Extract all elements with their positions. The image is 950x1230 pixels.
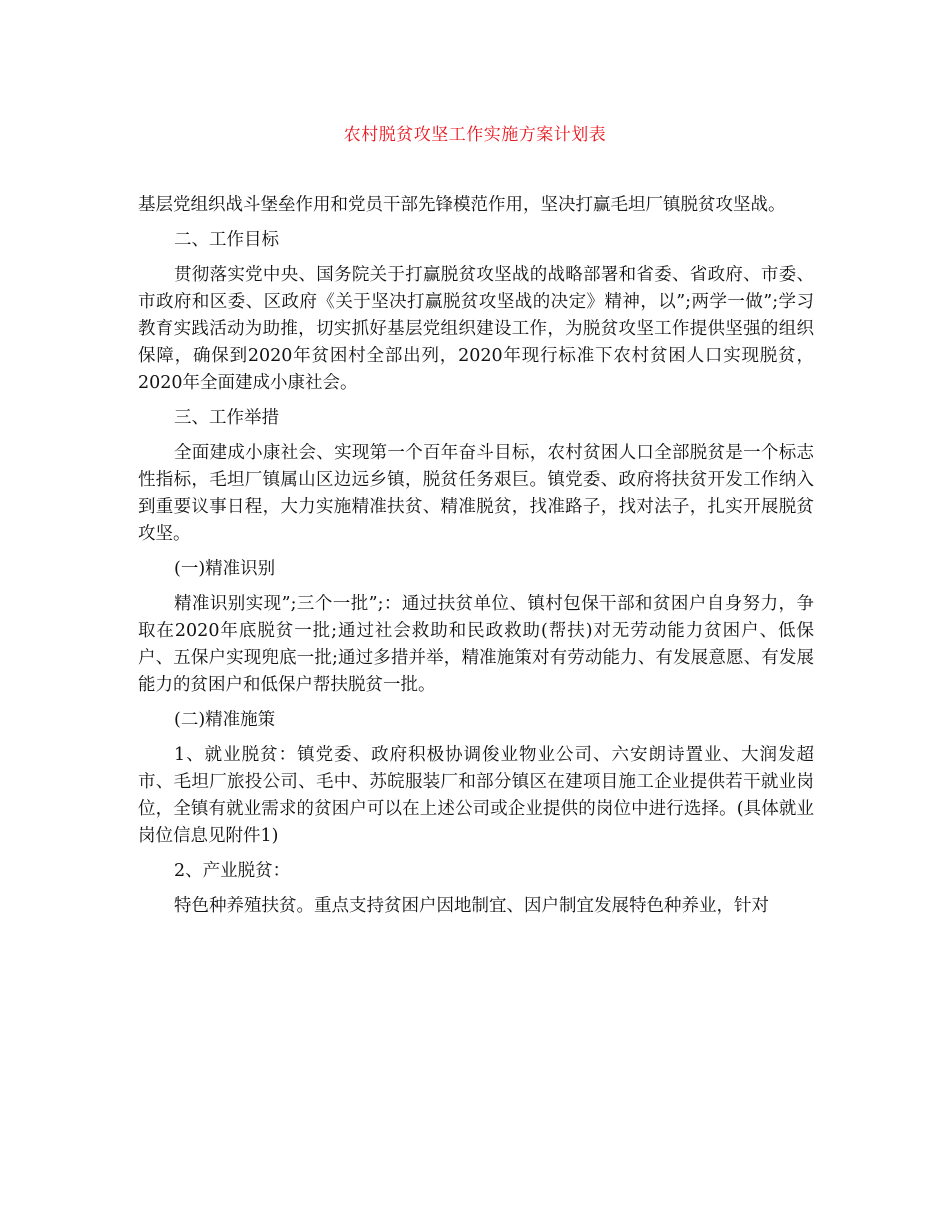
paragraph: 2、产业脱贫： <box>174 861 291 881</box>
paragraph: 1、就业脱贫：镇党委、政府积极协调俊业物业公司、六安朗诗置业、大润发超市、毛坦厂旅投公司、毛中、苏皖服装厂和部分镇区在建项目施工企业提供若干就业岗位，全镇有就业需求的贫困户可以在上述公司或企业提供的岗位中进行选择。(具体就业岗位信息见附件1) <box>138 745 814 846</box>
paragraph: 贯彻落实党中央、国务院关于打赢脱贫攻坚战的战略部署和省委、省政府、市委、市政府和区委、区政府《关于坚决打赢脱贫攻坚战的决定》精神，以”;两学一做”;学习教育实践活动为助推，切实抓好基层党组织建设工作，为脱贫攻坚工作提供坚强的组织保障，确保到2020年贫困村全部出列，2020年现行标准下农村贫困人口实现脱贫，2020年全面建成小康社会。 <box>138 265 814 393</box>
paragraph: 三、工作举措 <box>174 408 279 428</box>
paragraph: 二、工作目标 <box>174 230 279 250</box>
paragraph: 精准识别实现”;三个一批”;：通过扶贫单位、镇村包保干部和贫困户自身努力，争取在2020年底脱贫一批;通过社会救助和民政救助(帮扶)对无劳动能力贫困户、低保户、五保户实现兜底一批;通过多措并举，精准施策对有劳动能力、有发展意愿、有发展能力的贫困户和低保户帮扶脱贫一批。 <box>138 594 814 695</box>
paragraph: (二)精准施策 <box>174 710 276 730</box>
document-body <box>138 192 814 928</box>
document-title: 农村脱贫攻坚工作实施方案计划表 <box>343 125 607 145</box>
paragraph: (一)精准识别 <box>174 559 276 579</box>
paragraph: 基层党组织战斗堡垒作用和党员干部先锋模范作用，坚决打赢毛坦厂镇脱贫攻坚战。 <box>138 195 786 215</box>
paragraph: 全面建成小康社会、实现第一个百年奋斗目标，农村贫困人口全部脱贫是一个标志性指标，毛坦厂镇属山区边远乡镇，脱贫任务艰巨。镇党委、政府将扶贫开发工作纳入到重要议事日程，大力实施精准扶贫、精准脱贫，找准路子，找对法子，扎实开展脱贫攻坚。 <box>138 443 814 544</box>
paragraph: 特色种养殖扶贫。重点支持贫困户因地制宜、因户制宜发展特色种养业，针对 <box>174 896 769 916</box>
